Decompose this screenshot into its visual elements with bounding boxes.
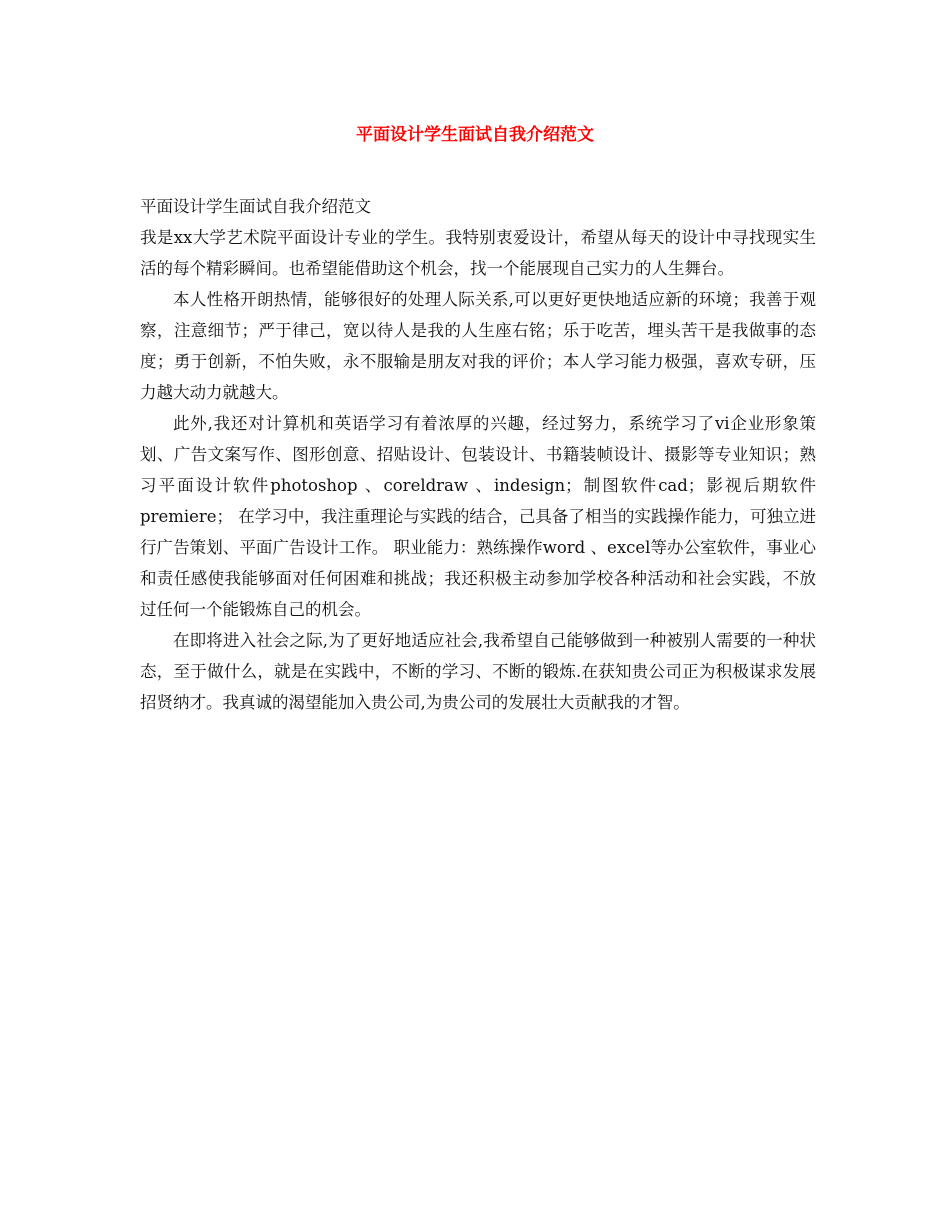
intro-paragraph: 我是xx大学艺术院平面设计专业的学生。我特别衷爱设计，希望从每天的设计中寻找现实生活的每个精彩瞬间。也希望能借助这个机会，找一个能展现自己实力的人生舞台。 xyxy=(140,228,816,278)
personality-paragraph: 本人性格开朗热情，能够很好的处理人际关系,可以更好更快地适应新的环境；我善于观察，注意细节；严于律己，宽以待人是我的人生座右铭；乐于吃苦，埋头苦干是我做事的态度；勇于创新，不怕失败，永不服输是朋友对我的评价；本人学习能力极强，喜欢专研，压力越大动力就越大。 xyxy=(140,290,816,402)
document-body xyxy=(140,191,816,718)
document-title: 平面设计学生面试自我介绍范文 xyxy=(356,125,594,145)
closing-paragraph: 在即将进入社会之际,为了更好地适应社会,我希望自己能够做到一种被别人需要的一种状态，至于做什么，就是在实践中，不断的学习、不断的锻炼.在获知贵公司正为积极谋求发展招贤纳才。我真诚的渴望能加入贵公司,为贵公司的发展壮大贡献我的才智。 xyxy=(140,631,816,712)
skills-paragraph: 此外,我还对计算机和英语学习有着浓厚的兴趣，经过努力，系统学习了vi企业形象策划、广告文案写作、图形创意、招贴设计、包装设计、书籍装帧设计、摄影等专业知识；熟习平面设计软件photoshop 、coreldraw 、indesign；制图软件cad；影视后期软件premiere； 在学习中，我注重理论与实践的结合，己具备了相当的实践操作能力，可独立进行广告策划、平面广告设计工作。 职业能力：熟练操作word 、excel等办公室软件，事业心和责任感使我能够面对任何困难和挑战；我还积极主动参加学校各种活动和社会实践，不放过任何一个能锻炼自己的机会。 xyxy=(140,414,816,619)
subtitle-paragraph: 平面设计学生面试自我介绍范文 xyxy=(140,197,371,216)
